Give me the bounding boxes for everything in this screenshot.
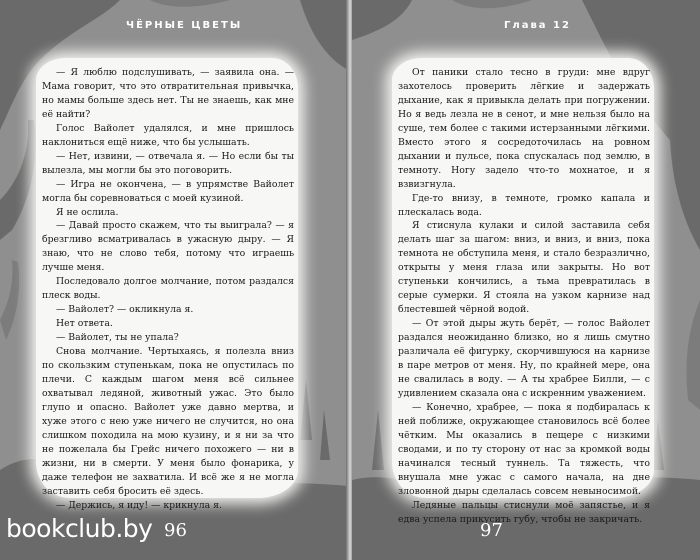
paragraph: — Нет, извини, — отвечала я. — Но если бы ты вылезла, мы могли бы это поговорить. xyxy=(42,150,294,176)
text-block-right xyxy=(392,58,654,525)
paragraph: Голос Вайолет удалялся, и мне пришлось наклониться ещё ниже, что бы услышать. xyxy=(42,122,294,148)
paragraph: Я не ослила. xyxy=(56,206,119,218)
bookclub-watermark: bookclub.by xyxy=(6,514,153,543)
running-head-right: Глава 12 xyxy=(504,20,571,31)
paragraph: Нет ответа. xyxy=(56,318,113,330)
paragraph: Где-то внизу, в темноте, громко капала и плескалась вода. xyxy=(398,192,650,218)
paragraph: От паники стало тесно в груди: мне вдруг захотелось проверить лёгкие и задержать дыхание, как я привыкла делать при погружении. Но я ведь лезла не в сенот, и мне нельзя было на суше, тем более с такими истерзанными лёгкими. Вместо этого я сосредоточилась на ровном дыхании и пульсе, пока спускалась под землю, в темноту. Ногу задело что-то мохнатое, и я взвизгнула. xyxy=(398,67,650,190)
right-page xyxy=(352,0,700,560)
page-number-right: 97 xyxy=(480,520,503,541)
page-number-left: 96 xyxy=(164,520,187,541)
paragraph: Последовало долгое молчание, потом раздался плеск воды. xyxy=(42,276,294,302)
left-page-text xyxy=(42,66,294,513)
paragraph: — Конечно, храбрее, — пока я подбиралась к ней поближе, окружающее становилось всё более чётким. Мы оказались в пещере с низкими сводами, и по ту сторону от нас за кромкой воды начинался тесный туннель. Та тяжесть, что внушала мне ужас с самого начала, на дне зловонной дыры сделалась совсем невыносимой. xyxy=(398,401,650,497)
paragraph: — Вайолет? — окликнула я. xyxy=(56,304,194,316)
paragraph: — Я люблю подслушивать, — заявила она. — Мама говорит, что это отвратительная привычка, но мамы больше здесь нет. Ты не знаешь, как мне её найти? xyxy=(42,67,294,120)
paragraph: Ледяные пальцы стиснули моё запястье, и я едва успела прикусить губу, чтобы не закричать. xyxy=(398,499,650,525)
paragraph: Снова молчание. Чертыхаясь, я полезла вниз по скользким ступенькам, пока не опустилась по плечи. С каждым шагом меня всё сильнее охватывал ледяной, животный ужас. Это было глупо и опасно. Вайолет уже давно мертва, и хуже этого с нею уже ничего не случится, но она слишком походила на мою кузину, и я ни за что не пожелала бы Грейс ничего похожего — ни в жизни, ни в смерти. У меня было фонарика, у даже телефон не захватила. И всё же я не могла заставить себя бросить её здесь. xyxy=(42,346,294,497)
running-head-left: ЧЁРНЫЕ ЦВЕТЫ xyxy=(126,20,243,31)
paragraph: — Давай просто скажем, что ты выиграла? — я брезгливо всматривалась в ужасную дыру. — Я знаю, что не слово тебя, потому что играешь лучше меня. xyxy=(42,220,294,274)
paragraph: — Держись, я иду! — крикнула я. xyxy=(56,499,223,511)
right-page-text xyxy=(398,66,650,526)
left-page xyxy=(0,0,348,560)
paragraph: — От этой дыры жуть берёт, — голос Вайолет раздался неожиданно близко, но я лишь смутно различала её фигурку, скорчившуюся на карнизе в паре метров от меня. Ну, по крайней мере, она не свалилась в воду. — А ты храбрее Билли, — с удивлением сказала она с искренним уважением. xyxy=(398,318,650,399)
paragraph: — Игра не окончена, — в упрямстве Вайолет могла бы соревноваться с моей кузиной. xyxy=(42,178,294,204)
text-block-left xyxy=(36,58,298,511)
paragraph: Я стиснула кулаки и силой заставила себя делать шаг за шагом: вниз, и вниз, и вниз, пока темнота не обступила меня, и стало безразлично, открыты у меня глаза или закрыты. Но вот ступеньки кончились, а тьма превратилась в серые сумерки. Я стояла на узком карнизе над блестевшей чёрной водой. xyxy=(398,220,650,316)
paragraph: — Вайолет, ты не упала? xyxy=(56,332,179,344)
